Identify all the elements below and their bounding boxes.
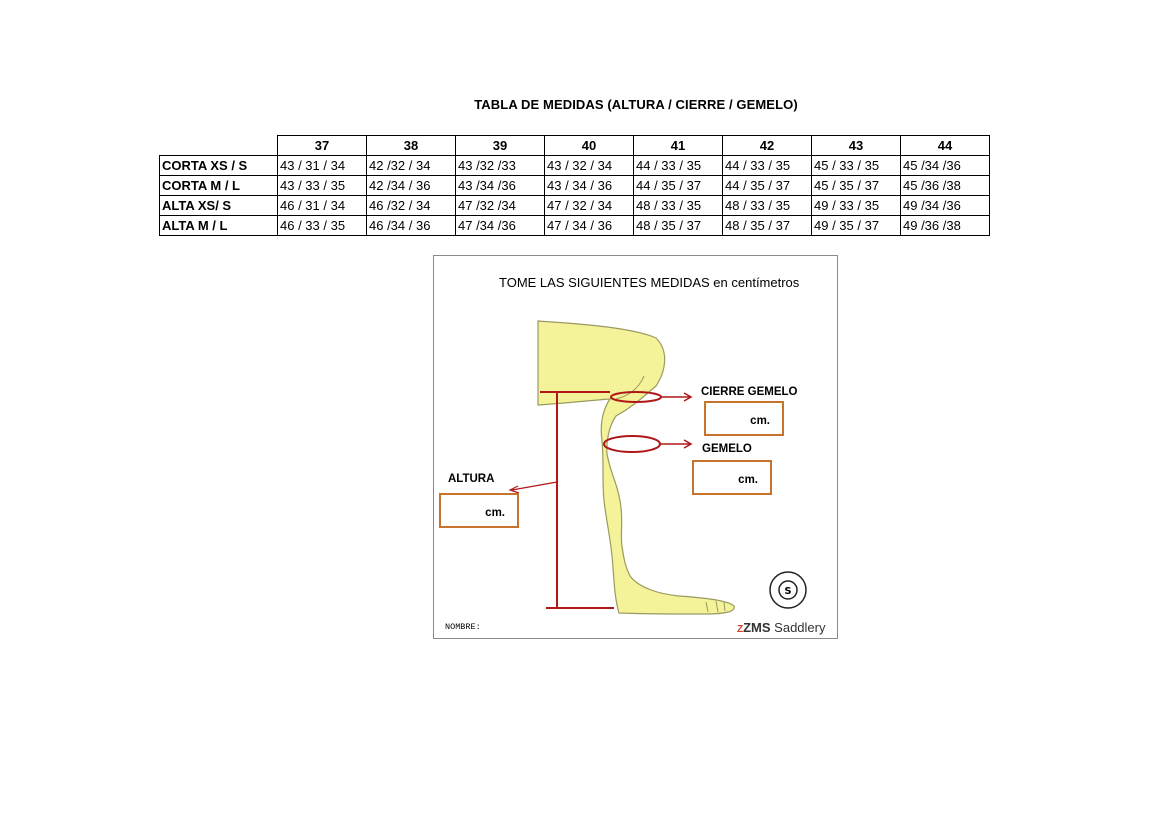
column-header: 39 bbox=[456, 136, 545, 156]
table-cell: 45 /36 /38 bbox=[901, 176, 990, 196]
table-cell: 43 / 31 / 34 bbox=[278, 156, 367, 176]
table-row bbox=[160, 156, 990, 176]
table-cell: 48 / 33 / 35 bbox=[723, 196, 812, 216]
table-cell: 44 / 33 / 35 bbox=[723, 156, 812, 176]
gemelo-label: GEMELO bbox=[702, 443, 752, 455]
table-cell: 49 /36 /38 bbox=[901, 216, 990, 236]
table-cell: 43 /34 /36 bbox=[456, 176, 545, 196]
table-corner bbox=[160, 136, 278, 156]
table-row bbox=[160, 176, 990, 196]
svg-text:S: S bbox=[784, 586, 792, 597]
table-cell: 46 / 31 / 34 bbox=[278, 196, 367, 216]
row-header: ALTA XS/ S bbox=[160, 196, 278, 216]
gemelo-ellipse bbox=[604, 436, 660, 452]
column-header: 38 bbox=[367, 136, 456, 156]
size-table bbox=[159, 135, 990, 236]
table-cell: 47 / 34 / 36 bbox=[545, 216, 634, 236]
altura-label: ALTURA bbox=[448, 473, 495, 485]
table-row bbox=[160, 216, 990, 236]
table-cell: 48 / 33 / 35 bbox=[634, 196, 723, 216]
brand-seal-icon bbox=[770, 572, 806, 608]
column-header: 43 bbox=[812, 136, 901, 156]
table-cell: 46 / 33 / 35 bbox=[278, 216, 367, 236]
table-cell: 44 / 35 / 37 bbox=[634, 176, 723, 196]
gemelo-field[interactable] bbox=[692, 460, 772, 495]
table-cell: 45 / 33 / 35 bbox=[812, 156, 901, 176]
table-cell: 47 /32 /34 bbox=[456, 196, 545, 216]
brand-mark: Z bbox=[737, 624, 744, 635]
size-header-row bbox=[160, 136, 990, 156]
table-cell: 42 /32 / 34 bbox=[367, 156, 456, 176]
document-title: TABLA DE MEDIDAS (ALTURA / CIERRE / GEMELO) bbox=[474, 97, 798, 112]
column-header: 40 bbox=[545, 136, 634, 156]
altura-field[interactable] bbox=[439, 493, 519, 528]
table-cell: 47 / 32 / 34 bbox=[545, 196, 634, 216]
table-cell: 49 /34 /36 bbox=[901, 196, 990, 216]
table-cell: 46 /32 / 34 bbox=[367, 196, 456, 216]
leg-illustration bbox=[434, 256, 838, 639]
table-cell: 42 /34 / 36 bbox=[367, 176, 456, 196]
brand-logo bbox=[737, 620, 825, 635]
cierre-gemelo-label: CIERRE GEMELO bbox=[701, 386, 798, 398]
table-cell: 48 / 35 / 37 bbox=[634, 216, 723, 236]
brand-name: ZMS bbox=[743, 620, 771, 635]
table-cell: 44 / 33 / 35 bbox=[634, 156, 723, 176]
column-header: 37 bbox=[278, 136, 367, 156]
table-cell: 44 / 35 / 37 bbox=[723, 176, 812, 196]
unit-label: cm. bbox=[738, 474, 758, 486]
brand-suffix: Saddlery bbox=[770, 620, 826, 635]
table-cell: 45 / 35 / 37 bbox=[812, 176, 901, 196]
table-cell: 43 / 33 / 35 bbox=[278, 176, 367, 196]
table-cell: 48 / 35 / 37 bbox=[723, 216, 812, 236]
table-cell: 45 /34 /36 bbox=[901, 156, 990, 176]
row-header: CORTA XS / S bbox=[160, 156, 278, 176]
row-header: ALTA M / L bbox=[160, 216, 278, 236]
table-row bbox=[160, 196, 990, 216]
column-header: 41 bbox=[634, 136, 723, 156]
diagram-title: TOME LAS SIGUIENTES MEDIDAS en centímetros bbox=[499, 275, 800, 290]
cierre-gemelo-field[interactable] bbox=[704, 401, 784, 436]
table-cell: 47 /34 /36 bbox=[456, 216, 545, 236]
table-cell: 43 / 32 / 34 bbox=[545, 156, 634, 176]
row-header: CORTA M / L bbox=[160, 176, 278, 196]
measurement-diagram bbox=[433, 255, 838, 639]
table-cell: 43 /32 /33 bbox=[456, 156, 545, 176]
table-cell: 43 / 34 / 36 bbox=[545, 176, 634, 196]
table-cell: 49 / 35 / 37 bbox=[812, 216, 901, 236]
nombre-label: NOMBRE: bbox=[445, 622, 481, 632]
column-header: 44 bbox=[901, 136, 990, 156]
table-cell: 49 / 33 / 35 bbox=[812, 196, 901, 216]
unit-label: cm. bbox=[750, 415, 770, 427]
table-cell: 46 /34 / 36 bbox=[367, 216, 456, 236]
unit-label: cm. bbox=[485, 507, 505, 519]
column-header: 42 bbox=[723, 136, 812, 156]
